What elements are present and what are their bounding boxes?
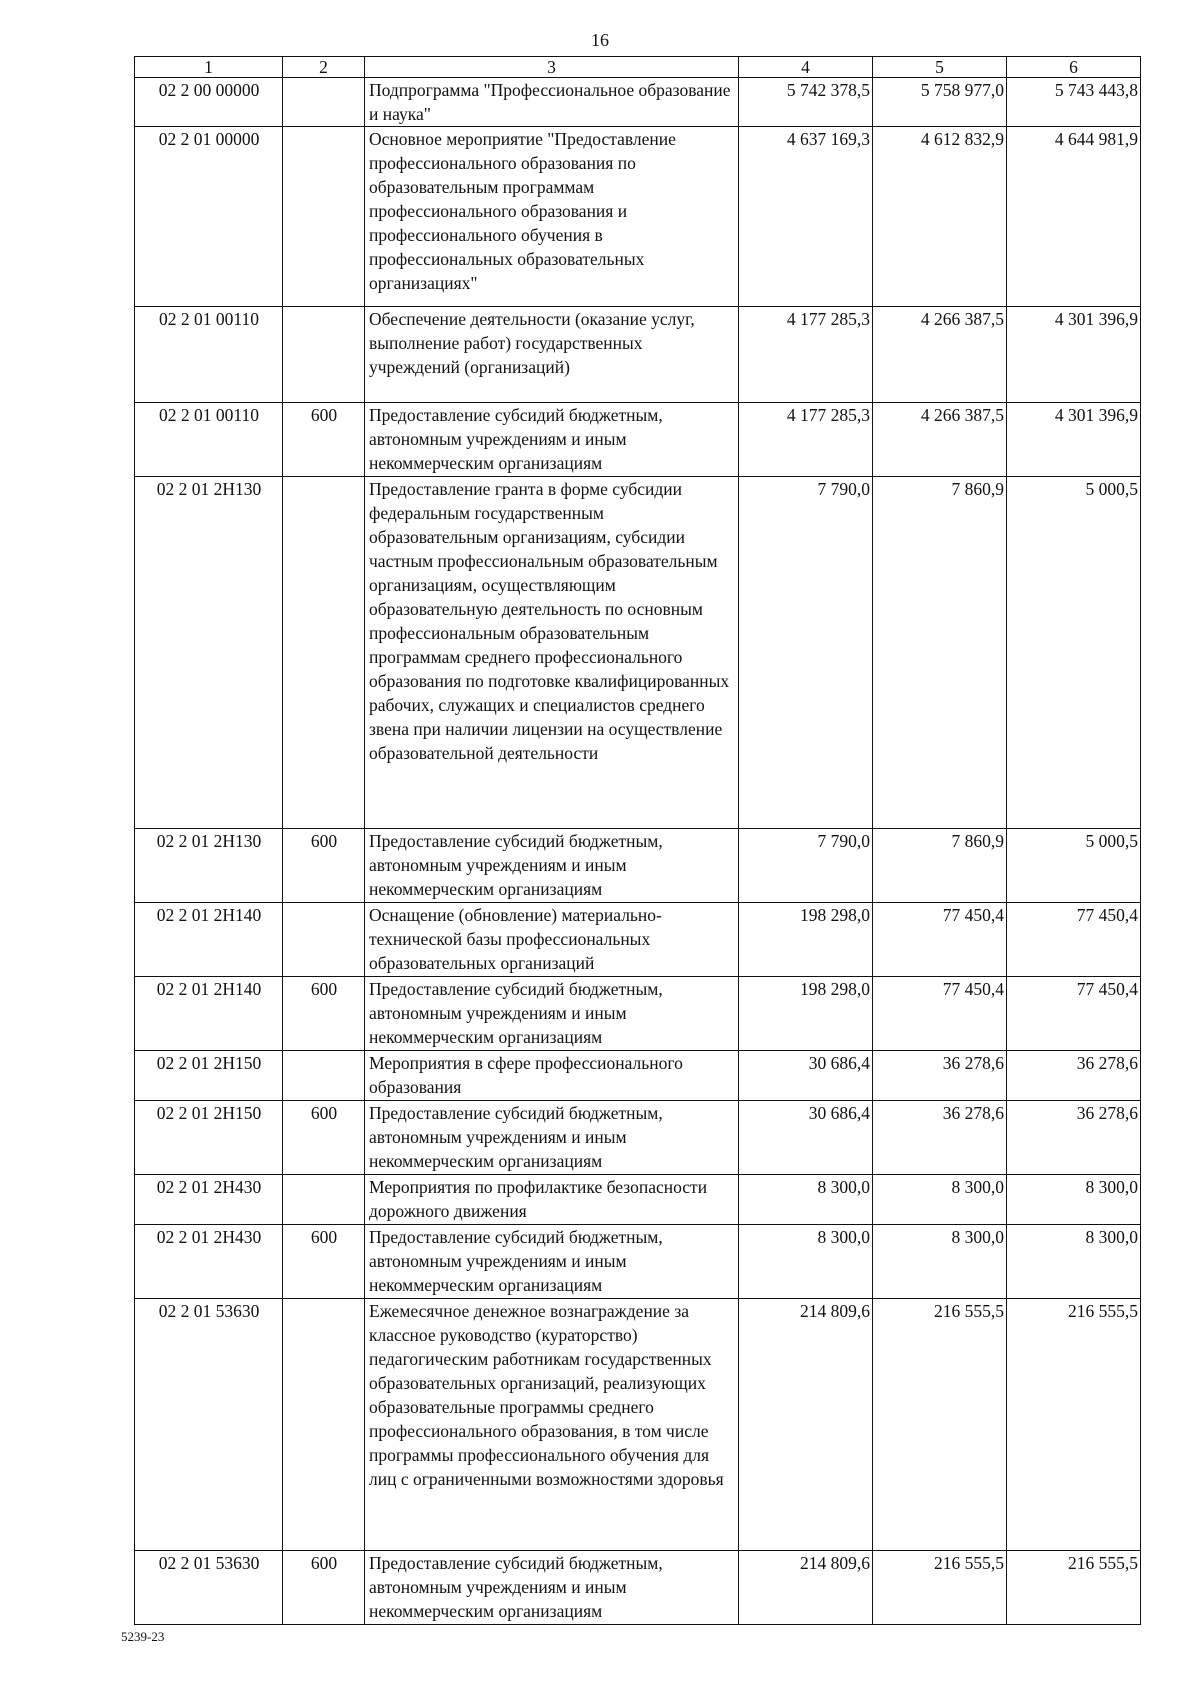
amount-cell-col4: 7 790,0	[739, 829, 873, 903]
amount-cell-col4: 8 300,0	[739, 1225, 873, 1299]
expense-type-cell	[283, 903, 365, 977]
budget-code-cell: 02 2 01 53630	[135, 1299, 283, 1551]
amount-cell-col4: 5 742 378,5	[739, 78, 873, 127]
expense-type-cell	[283, 477, 365, 829]
expense-type-cell: 600	[283, 403, 365, 477]
budget-code-cell: 02 2 01 2Н130	[135, 477, 283, 829]
amount-cell-col6: 5 000,5	[1007, 829, 1141, 903]
item-name-cell: Подпрограмма "Профессиональное образование и наука"	[365, 78, 739, 127]
expense-type-cell: 600	[283, 1101, 365, 1175]
table-row	[135, 1101, 1141, 1175]
expense-type-cell	[283, 307, 365, 403]
amount-cell-col4: 8 300,0	[739, 1175, 873, 1225]
budget-code-cell: 02 2 01 00110	[135, 403, 283, 477]
amount-cell-col4: 30 686,4	[739, 1101, 873, 1175]
table-row	[135, 903, 1141, 977]
table-row	[135, 977, 1141, 1051]
budget-code-cell: 02 2 01 2Н150	[135, 1051, 283, 1101]
item-name-cell: Мероприятия в сфере профессионального образования	[365, 1051, 739, 1101]
expense-type-cell: 600	[283, 1551, 365, 1625]
item-name-cell: Предоставление гранта в форме субсидии федеральным государственным образовательным организациям, субсидии частным профессиональным образовательным организациям, осуществляющим образовательную деятельность по основным профессиональным образовательным программам среднего профессионального образования по подготовке квалифицированных рабочих, служащих и специалистов среднего звена при наличии лицензии на осуществление образовательной деятельности	[365, 477, 739, 829]
expense-type-cell	[283, 1175, 365, 1225]
amount-cell-col5: 4 266 387,5	[873, 307, 1007, 403]
amount-cell-col6: 4 301 396,9	[1007, 307, 1141, 403]
amount-cell-col6: 4 644 981,9	[1007, 127, 1141, 307]
amount-cell-col6: 216 555,5	[1007, 1299, 1141, 1551]
amount-cell-col4: 4 637 169,3	[739, 127, 873, 307]
amount-cell-col5: 8 300,0	[873, 1225, 1007, 1299]
column-header: 1	[135, 57, 283, 78]
table-row	[135, 1175, 1141, 1225]
amount-cell-col6: 5 000,5	[1007, 477, 1141, 829]
table-row	[135, 127, 1141, 307]
item-name-cell: Обеспечение деятельности (оказание услуг, выполнение работ) государственных учреждений (организаций)	[365, 307, 739, 403]
budget-code-cell: 02 2 01 00110	[135, 307, 283, 403]
budget-code-cell: 02 2 01 2Н150	[135, 1101, 283, 1175]
table-row	[135, 1051, 1141, 1101]
budget-code-cell: 02 2 01 2Н140	[135, 903, 283, 977]
amount-cell-col5: 36 278,6	[873, 1101, 1007, 1175]
item-name-cell: Ежемесячное денежное вознаграждение за классное руководство (кураторство) педагогическим работникам государственных образовательных организаций, реализующих образовательные программы среднего профессионального образования, в том числе программы профессионального обучения для лиц с ограниченными возможностями здоровья	[365, 1299, 739, 1551]
budget-code-cell: 02 2 01 2Н140	[135, 977, 283, 1051]
column-header: 3	[365, 57, 739, 78]
amount-cell-col5: 77 450,4	[873, 903, 1007, 977]
amount-cell-col4: 198 298,0	[739, 903, 873, 977]
table-row	[135, 307, 1141, 403]
amount-cell-col5: 7 860,9	[873, 829, 1007, 903]
amount-cell-col4: 30 686,4	[739, 1051, 873, 1101]
amount-cell-col5: 8 300,0	[873, 1175, 1007, 1225]
item-name-cell: Оснащение (обновление) материально-технической базы профессиональных образовательных организаций	[365, 903, 739, 977]
column-header: 6	[1007, 57, 1141, 78]
amount-cell-col5: 7 860,9	[873, 477, 1007, 829]
amount-cell-col5: 4 266 387,5	[873, 403, 1007, 477]
expense-type-cell: 600	[283, 1225, 365, 1299]
item-name-cell: Предоставление субсидий бюджетным, автономным учреждениям и иным некоммерческим организациям	[365, 829, 739, 903]
amount-cell-col4: 4 177 285,3	[739, 403, 873, 477]
table-row	[135, 1551, 1141, 1625]
document-code: 5239-23	[121, 1629, 165, 1644]
amount-cell-col5: 5 758 977,0	[873, 78, 1007, 127]
item-name-cell: Основное мероприятие "Предоставление профессионального образования по образовательным программам профессионального образования и профессионального обучения в профессиональных образовательных организациях"	[365, 127, 739, 307]
expense-type-cell	[283, 78, 365, 127]
column-header: 2	[283, 57, 365, 78]
column-header: 5	[873, 57, 1007, 78]
table-row	[135, 1225, 1141, 1299]
budget-code-cell: 02 2 01 2Н430	[135, 1225, 283, 1299]
item-name-cell: Предоставление субсидий бюджетным, автономным учреждениям и иным некоммерческим организациям	[365, 1101, 739, 1175]
expense-type-cell	[283, 1299, 365, 1551]
budget-code-cell: 02 2 01 2Н130	[135, 829, 283, 903]
amount-cell-col6: 8 300,0	[1007, 1175, 1141, 1225]
item-name-cell: Предоставление субсидий бюджетным, автономным учреждениям и иным некоммерческим организациям	[365, 1225, 739, 1299]
expense-type-cell	[283, 127, 365, 307]
table-row	[135, 78, 1141, 127]
table-row	[135, 477, 1141, 829]
expense-type-cell: 600	[283, 829, 365, 903]
page-number: 16	[591, 30, 609, 50]
amount-cell-col5: 216 555,5	[873, 1299, 1007, 1551]
budget-code-cell: 02 2 01 00000	[135, 127, 283, 307]
amount-cell-col4: 7 790,0	[739, 477, 873, 829]
amount-cell-col4: 214 809,6	[739, 1299, 873, 1551]
amount-cell-col5: 216 555,5	[873, 1551, 1007, 1625]
amount-cell-col6: 5 743 443,8	[1007, 78, 1141, 127]
budget-table	[134, 56, 1141, 1625]
budget-code-cell: 02 2 00 00000	[135, 78, 283, 127]
amount-cell-col4: 4 177 285,3	[739, 307, 873, 403]
expense-type-cell	[283, 1051, 365, 1101]
budget-code-cell: 02 2 01 53630	[135, 1551, 283, 1625]
amount-cell-col5: 36 278,6	[873, 1051, 1007, 1101]
table-row	[135, 829, 1141, 903]
amount-cell-col6: 77 450,4	[1007, 977, 1141, 1051]
table-header-row	[135, 57, 1141, 78]
table-row	[135, 1299, 1141, 1551]
item-name-cell: Предоставление субсидий бюджетным, автономным учреждениям и иным некоммерческим организациям	[365, 403, 739, 477]
item-name-cell: Предоставление субсидий бюджетным, автономным учреждениям и иным некоммерческим организациям	[365, 1551, 739, 1625]
amount-cell-col6: 77 450,4	[1007, 903, 1141, 977]
budget-code-cell: 02 2 01 2Н430	[135, 1175, 283, 1225]
column-header: 4	[739, 57, 873, 78]
item-name-cell: Мероприятия по профилактике безопасности дорожного движения	[365, 1175, 739, 1225]
table-row	[135, 403, 1141, 477]
amount-cell-col6: 4 301 396,9	[1007, 403, 1141, 477]
expense-type-cell: 600	[283, 977, 365, 1051]
amount-cell-col6: 36 278,6	[1007, 1101, 1141, 1175]
amount-cell-col6: 8 300,0	[1007, 1225, 1141, 1299]
amount-cell-col4: 198 298,0	[739, 977, 873, 1051]
amount-cell-col6: 216 555,5	[1007, 1551, 1141, 1625]
amount-cell-col4: 214 809,6	[739, 1551, 873, 1625]
item-name-cell: Предоставление субсидий бюджетным, автономным учреждениям и иным некоммерческим организациям	[365, 977, 739, 1051]
amount-cell-col5: 77 450,4	[873, 977, 1007, 1051]
amount-cell-col6: 36 278,6	[1007, 1051, 1141, 1101]
amount-cell-col5: 4 612 832,9	[873, 127, 1007, 307]
